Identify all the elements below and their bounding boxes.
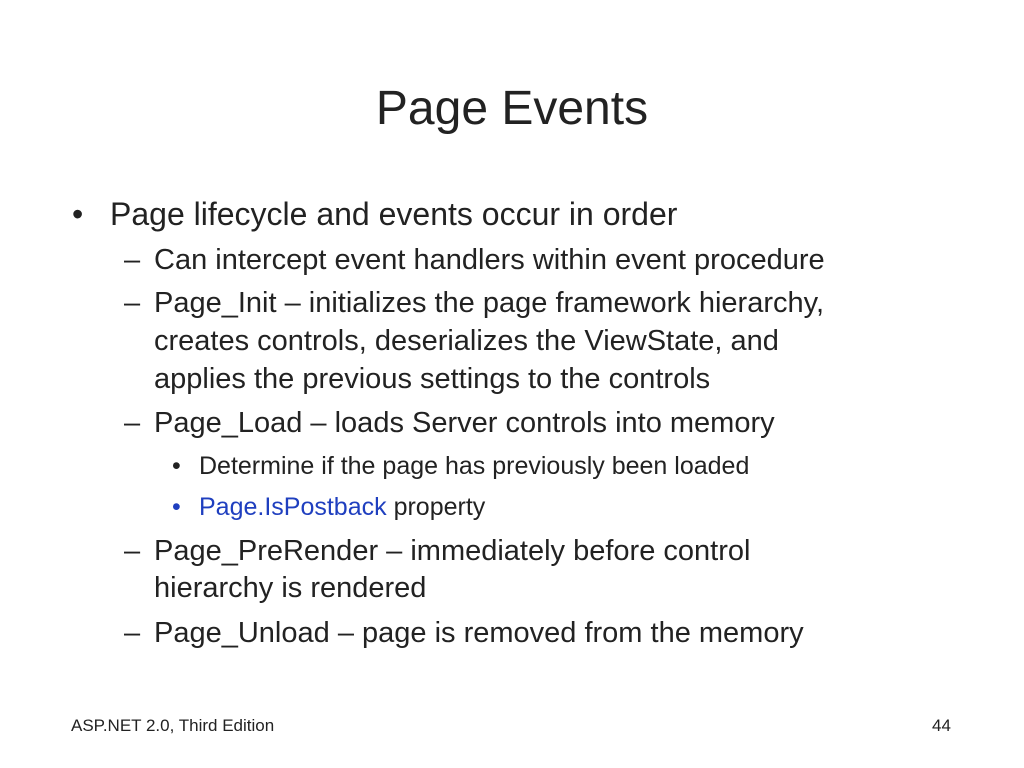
sub-sub-bullet-text xyxy=(199,491,485,523)
sub-sub-bullet-dot: • xyxy=(172,452,181,480)
sub-bullet-dash: – xyxy=(124,244,141,276)
property-text: property xyxy=(386,493,486,521)
ispostback-link[interactable]: Page.IsPostback xyxy=(199,493,387,521)
sub-bullet-text: Page_Load – loads Server controls into memory xyxy=(154,407,775,439)
sub-bullet-text: Page_Unload – page is removed from the memory xyxy=(154,617,804,649)
sub-bullet-dash: – xyxy=(124,287,141,319)
sub-bullet-text: Can intercept event handlers within event procedure xyxy=(154,244,825,276)
sub-bullet-text-line: creates controls, deserializes the ViewState, and xyxy=(154,325,779,357)
bullet-dot: • xyxy=(72,196,84,232)
sub-sub-bullet-dot: • xyxy=(172,493,181,521)
sub-bullet-dash: – xyxy=(124,617,141,649)
sub-sub-bullet-text: Determine if the page has previously been loaded xyxy=(199,452,750,480)
sub-bullet-text-line: applies the previous settings to the controls xyxy=(154,363,711,395)
sub-bullet-dash: – xyxy=(124,535,141,567)
slide-title: Page Events xyxy=(375,82,649,135)
bullet-text: Page lifecycle and events occur in order xyxy=(110,196,678,232)
sub-bullet-text-line: Page_PreRender – immediately before control xyxy=(154,535,751,567)
footer-course-title: ASP.NET 2.0, Third Edition xyxy=(71,716,275,735)
sub-bullet-text-line: hierarchy is rendered xyxy=(154,572,427,604)
slide-page-number: 44 xyxy=(932,716,951,735)
sub-bullet-dash: – xyxy=(124,407,141,439)
sub-bullet-text-line: Page_Init – initializes the page framework hierarchy, xyxy=(154,287,825,319)
